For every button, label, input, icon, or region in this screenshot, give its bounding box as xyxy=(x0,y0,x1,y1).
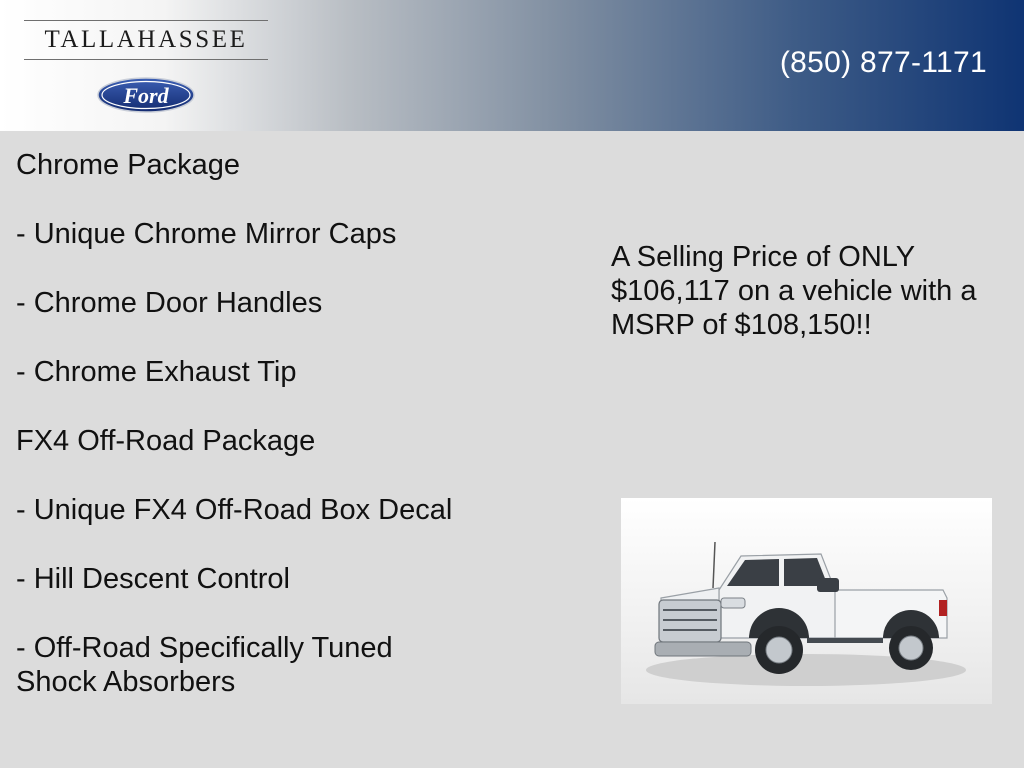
ford-oval-logo[interactable] xyxy=(96,76,196,114)
dealer-name: TALLAHASSEE xyxy=(44,26,248,53)
logo-rule-bottom xyxy=(24,59,268,60)
feature-item: - Chrome Door Handles xyxy=(16,287,323,319)
price-statement: A Selling Price of ONLY $106,117 on a vehicle with a MSRP of $108,150!! xyxy=(611,241,977,341)
feature-list xyxy=(16,148,576,699)
feature-item: - Off-Road Specifically Tuned Shock Absorbers xyxy=(16,632,393,698)
pickup-truck-icon xyxy=(621,498,992,704)
feature-package-heading: Chrome Package xyxy=(16,149,241,181)
phone-number[interactable]: (850) 877-1171 xyxy=(779,46,987,79)
feature-item: - Hill Descent Control xyxy=(16,563,290,595)
feature-item: - Unique Chrome Mirror Caps xyxy=(16,218,397,250)
feature-package-heading: FX4 Off-Road Package xyxy=(16,425,316,457)
feature-item: - Unique FX4 Off-Road Box Decal xyxy=(16,494,453,526)
dealer-logo[interactable] xyxy=(24,20,268,60)
vehicle-image[interactable] xyxy=(621,498,992,704)
feature-item: - Chrome Exhaust Tip xyxy=(16,356,297,388)
header-banner xyxy=(0,0,1024,131)
ford-logo-text: Ford xyxy=(123,83,169,108)
ford-oval-icon xyxy=(96,76,196,114)
